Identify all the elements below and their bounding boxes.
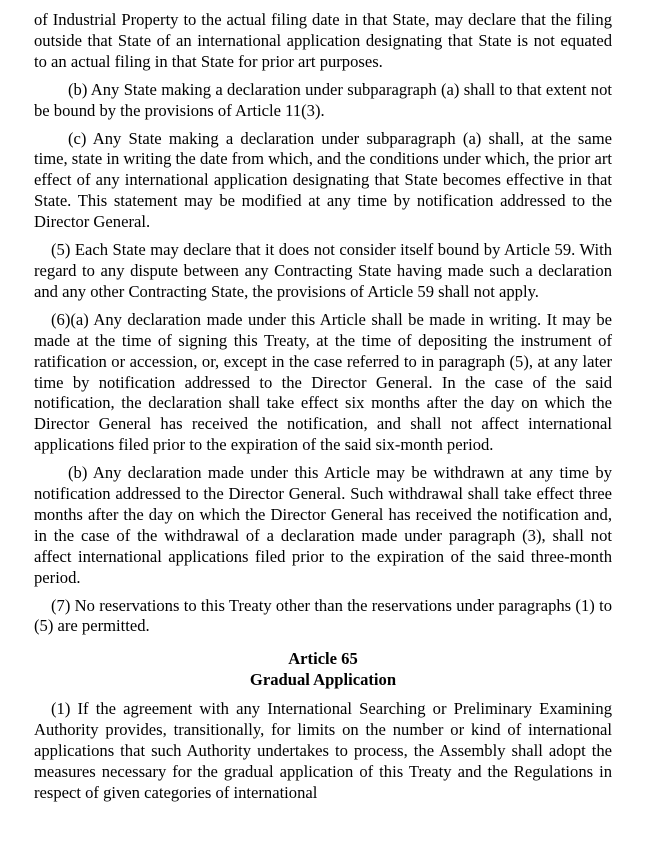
paragraph-6b: (b) Any declaration made under this Article may be withdrawn at any time by notification addressed to the Director General. Such withdrawal shall take effect three months after the day on which the Director General has received the notification and, in the case of the withdrawal of a declaration made under paragraph (3), shall not affect international applications filed prior to the expiration of the said three-month period.: [34, 463, 612, 587]
article-heading: [34, 649, 612, 691]
paragraph-6a: (6)(a) Any declaration made under this Article shall be made in writing. It may be made at the time of signing this Treaty, at the time of depositing the instrument of ratification or accession, or, except in the case referred to in paragraph (5), at any later time by notification addressed to the Director General. In the case of the said notification, the declaration shall take effect six months after the day on which the Director General has received the notification, and shall not affect international applications filed prior to the expiration of the said six-month period.: [34, 309, 612, 455]
paragraph-4b: (b) Any State making a declaration under subparagraph (a) shall to that extent not be bound by the provisions of Article 11(3).: [34, 79, 612, 120]
article-number: Article 65: [288, 649, 358, 669]
paragraph-7: (7) No reservations to this Treaty other than the reservations under paragraphs (1) to (5) are permitted.: [34, 595, 612, 636]
paragraph-5: (5) Each State may declare that it does not consider itself bound by Article 59. With regard to any dispute between any Contracting State having made such a declaration and any other Contracting State, the provisions of Article 59 shall not apply.: [34, 240, 612, 301]
document-page: [34, 10, 612, 811]
article-title: Gradual Application: [249, 670, 397, 690]
paragraph-continuation: of Industrial Property to the actual filing date in that State, may declare that the filing outside that State of an international application designating that State is not equated to an actual filing in that State for prior art purposes.: [34, 10, 612, 71]
article-65-paragraph-1: (1) If the agreement with any International Searching or Preliminary Examining Authority provides, transitionally, for limits on the number or kind of international applications that such Authority undertakes to process, the Assembly shall adopt the measures necessary for the gradual application of this Treaty and the Regulations in respect of given categories of international: [34, 699, 612, 802]
paragraph-4c: (c) Any State making a declaration under subparagraph (a) shall, at the same time, state in writing the date from which, and the conditions under which, the prior art effect of any international application designating that State becomes effective in that State. This statement may be modified at any time by notification addressed to the Director General.: [34, 128, 612, 232]
